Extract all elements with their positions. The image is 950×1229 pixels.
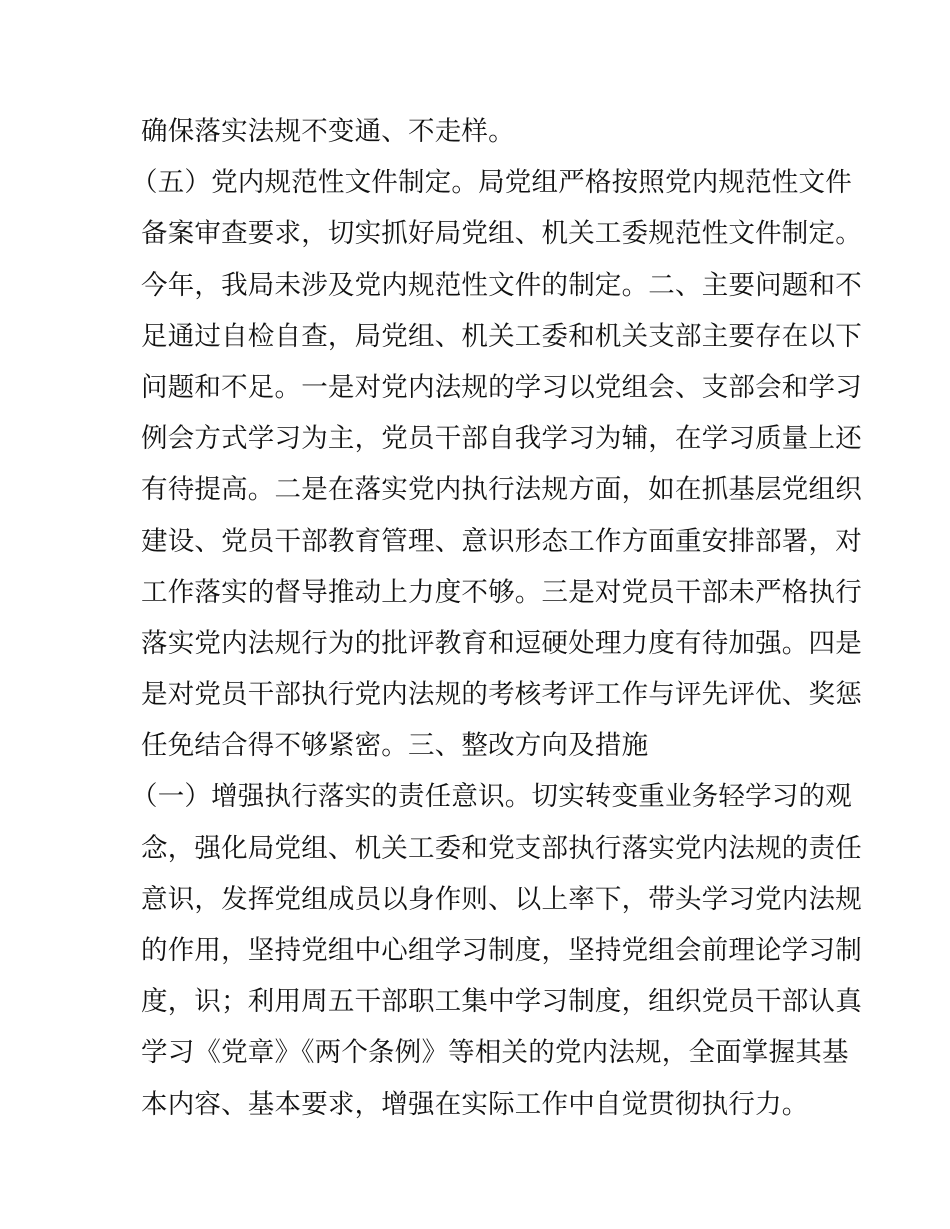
text-line-4: 今年，我局未涉及党内规范性文件的制定。二、主要问题和不 — [141, 269, 862, 301]
text-line-19: 学习《党章》《两个条例》等相关的党内法规，全面掌握其基 — [141, 1037, 849, 1069]
text-line-1: 确保落实法规不变通、不走样。 — [141, 116, 515, 147]
text-line-16: 意识，发挥党组成员以身作则、以上率下，带头学习党内法规 — [141, 883, 862, 915]
text-line-9: 建设、党员干部教育管理、意识形态工作方面重安排部署，对 — [141, 525, 862, 557]
text-line-2: （五）党内规范性文件制定。局党组严格按照党内规范性文件 — [131, 167, 852, 199]
text-line-5: 足通过自检自查，局党组、机关工委和机关支部主要存在以下 — [141, 320, 862, 352]
text-line-20: 本内容、基本要求，增强在实际工作中自觉贯彻执行力。 — [141, 1088, 809, 1120]
text-line-3: 备案审查要求，切实抓好局党组、机关工委规范性文件制定。 — [141, 218, 862, 250]
text-line-18: 度，识；利用周五干部职工集中学习制度，组织党员干部认真 — [141, 986, 862, 1018]
text-line-7: 例会方式学习为主，党员干部自我学习为辅，在学习质量上还 — [141, 423, 862, 455]
document-body — [131, 106, 862, 1130]
text-line-14: （一）增强执行落实的责任意识。切实转变重业务轻学习的观 — [131, 781, 852, 813]
text-line-6: 问题和不足。一是对党内法规的学习以党组会、支部会和学习 — [141, 371, 862, 403]
text-line-11: 落实党内法规行为的批评教育和逗硬处理力度有待加强。四是 — [141, 627, 862, 659]
text-line-13: 任免结合得不够紧密。三、整改方向及措施 — [141, 730, 649, 762]
text-line-17: 的作用，坚持党组中心组学习制度，坚持党组会前理论学习制 — [141, 935, 862, 966]
text-line-12: 是对党员干部执行党内法规的考核考评工作与评先评优、奖惩 — [141, 679, 862, 711]
text-line-10: 工作落实的督导推动上力度不够。三是对党员干部未严格执行 — [141, 576, 862, 608]
text-line-8: 有待提高。二是在落实党内执行法规方面，如在抓基层党组织 — [141, 474, 862, 506]
text-line-15: 念，强化局党组、机关工委和党支部执行落实党内法规的责任 — [141, 832, 862, 864]
